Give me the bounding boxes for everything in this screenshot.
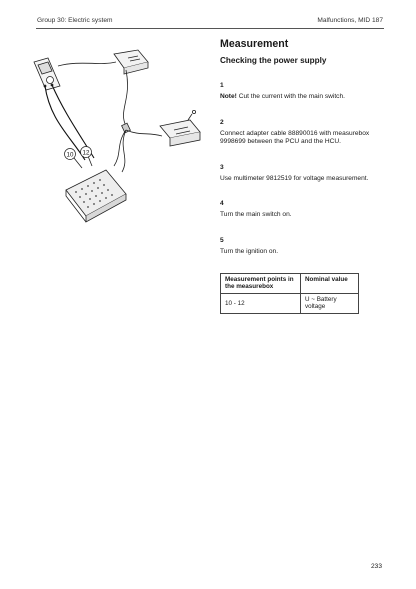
step-4: [220, 200, 385, 220]
control-unit-right-image: [160, 110, 200, 146]
table-row: [221, 293, 359, 313]
step-number: 1: [220, 82, 224, 89]
running-header-right: Malfunctions, MID 187: [317, 17, 383, 24]
note-label: Note!: [220, 93, 237, 100]
step-number: 3: [220, 163, 224, 171]
table-header-cell: Nominal value: [301, 273, 359, 293]
step-1: [220, 82, 385, 102]
measurement-setup-illustration: [30, 40, 216, 228]
step-text: Turn the main switch on.: [220, 211, 292, 219]
running-header-left: Group 30: Electric system: [37, 17, 113, 24]
svg-text:12: 12: [82, 149, 90, 157]
note-text: Cut the current with the main switch.: [236, 93, 345, 100]
step-5: [220, 237, 385, 257]
table-header-cell: Measurement points in the measurebox: [221, 273, 301, 293]
table-cell: 10 - 12: [221, 293, 301, 313]
callout-10: [65, 149, 76, 160]
svg-text:10: 10: [66, 151, 74, 159]
page-number: 233: [370, 563, 382, 570]
measurement-table: [220, 273, 359, 314]
callout-12: [81, 147, 92, 158]
step-number: 5: [220, 236, 224, 244]
instruction-column: [220, 38, 385, 314]
step-text: [220, 93, 385, 102]
section-title: Measurement: [220, 38, 289, 50]
step-3: [220, 164, 385, 184]
step-text: Connect adapter cable 88890016 with measurebox 9998699 between the PCU and the HCU.: [220, 129, 370, 146]
step-text: Turn the ignition on.: [220, 247, 279, 255]
step-text: Use multimeter 9812519 for voltage measurement.: [220, 174, 369, 182]
step-number: 4: [220, 200, 224, 208]
multimeter-image: [34, 58, 60, 90]
control-unit-top-image: [114, 50, 148, 74]
section-subtitle: Checking the power supply: [220, 56, 327, 65]
table-cell: U ~ Battery voltage: [301, 293, 359, 313]
step-2: [220, 119, 385, 147]
table-header-row: [221, 273, 359, 293]
header-rule: [36, 28, 384, 29]
step-number: 2: [220, 118, 224, 126]
